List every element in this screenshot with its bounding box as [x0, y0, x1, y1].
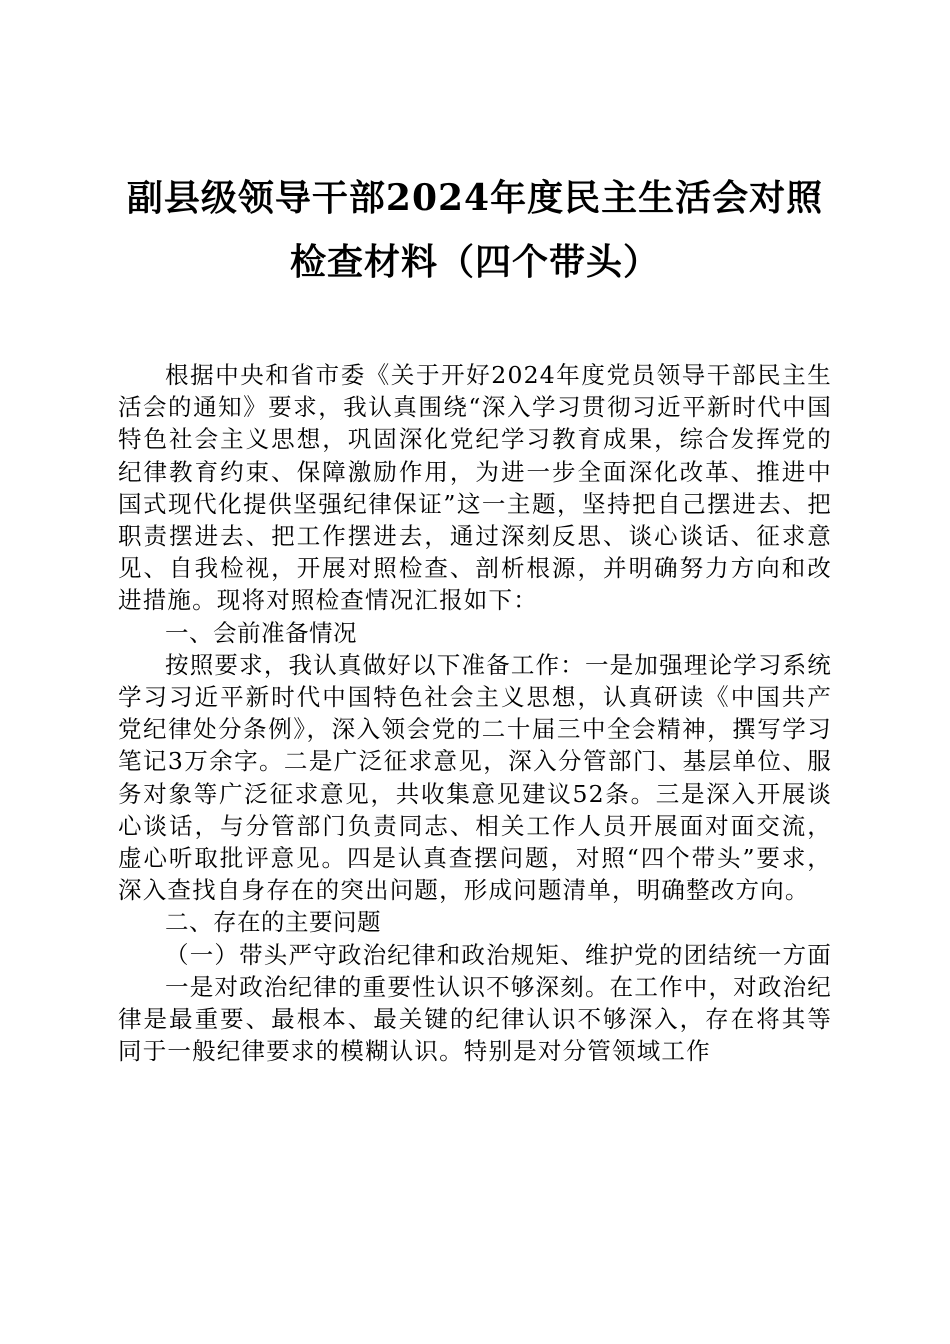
subsection-heading-political-discipline: （一）带头严守政治纪律和政治规矩、维护党的团结统一方面 [165, 940, 832, 969]
section-heading-problems: 二、存在的主要问题 [165, 908, 381, 937]
document-title: 副县级领导干部2024年度民主生活会对照检查材料（四个带头） [126, 177, 824, 283]
document-body [118, 359, 832, 1067]
problem-paragraph: 一是对政治纪律的重要性认识不够深刻。在工作中，对政治纪律是最重要、最根本、最关键的纪律认识不够深入，存在将其等同于一般纪律要求的模糊认识。特别是对分管领域工作 [118, 972, 832, 1066]
intro-paragraph: 根据中央和省市委《关于开好2024年度党员领导干部民主生活会的通知》要求，我认真围绕“深入学习贯彻习近平新时代中国特色社会主义思想，巩固深化党纪学习教育成果，综合发挥党的纪律教育约束、保障激励作用，为进一步全面深化改革、推进中国式现代化提供坚强纪律保证”这一主题，坚持把自己摆进去、把职责摆进去、把工作摆进去，通过深刻反思、谈心谈话、征求意见、自我检视，开展对照检查、剖析根源，并明确努力方向和改进措施。现将对照检查情况汇报如下： [118, 361, 832, 615]
section-heading-preparation: 一、会前准备情况 [165, 618, 357, 647]
preparation-paragraph: 按照要求，我认真做好以下准备工作：一是加强理论学习系统学习习近平新时代中国特色社会主义思想，认真研读《中国共产党纪律处分条例》，深入领会党的二十届三中全会精神，撰写学习笔记3万余字。二是广泛征求意见，深入分管部门、基层单位、服务对象等广泛征求意见，共收集意见建议52条。三是深入开展谈心谈话，与分管部门负责同志、相关工作人员开展面对面交流，虚心听取批评意见。四是认真查摆问题，对照“四个带头”要求，深入查找自身存在的突出问题，形成问题清单，明确整改方向。 [118, 650, 832, 905]
